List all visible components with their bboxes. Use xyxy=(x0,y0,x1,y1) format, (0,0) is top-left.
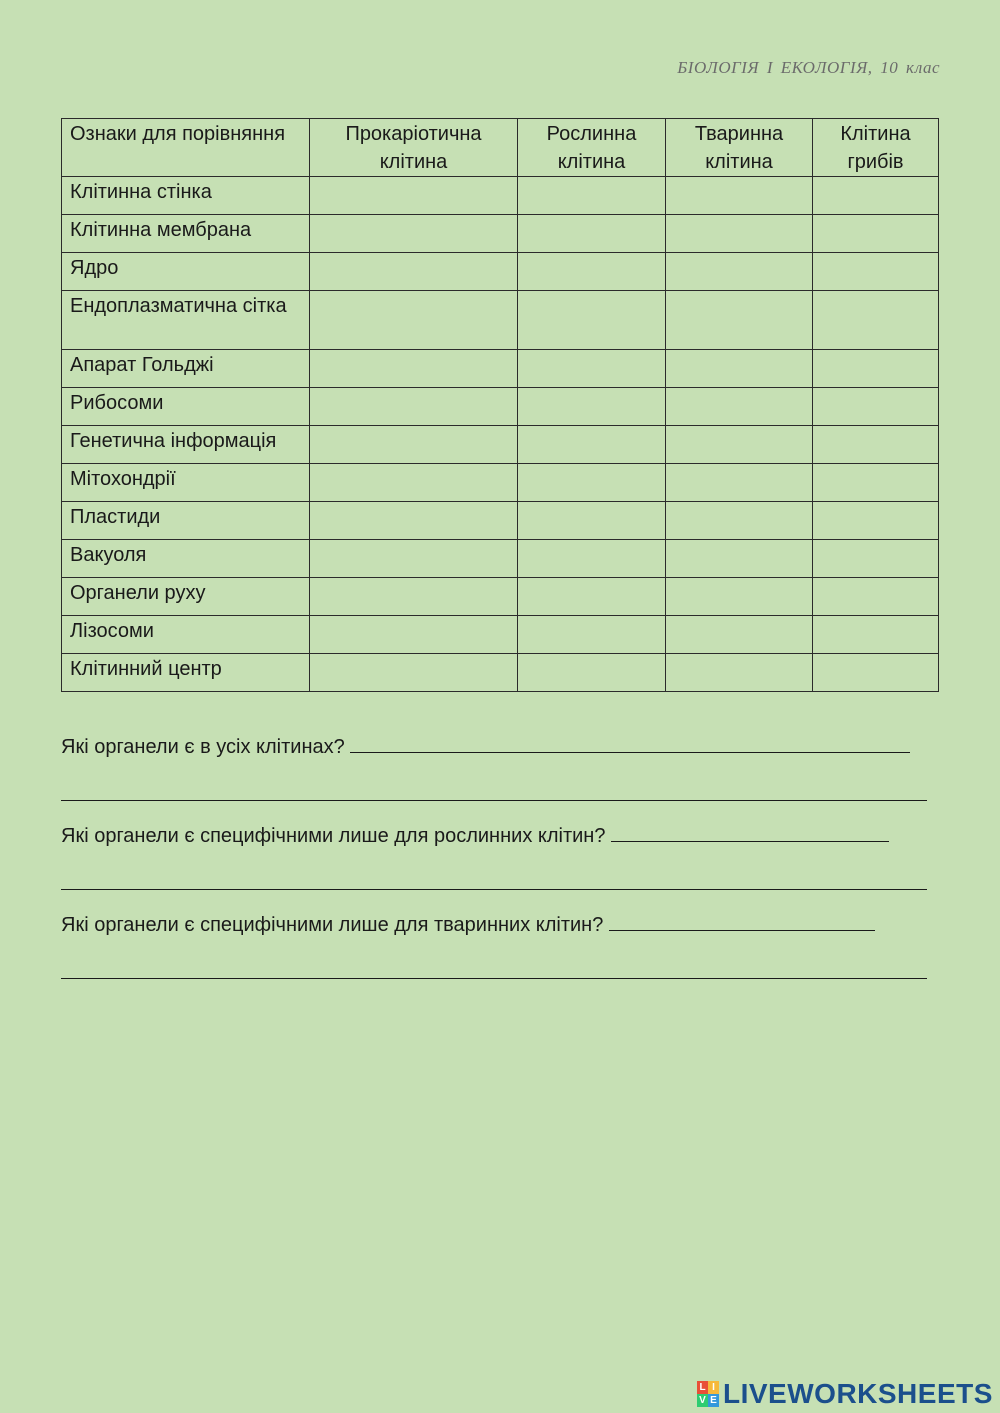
answer-cell[interactable] xyxy=(666,253,813,291)
question-1 xyxy=(61,734,910,759)
answer-cell-input[interactable] xyxy=(813,578,938,615)
answer-cell-input[interactable] xyxy=(518,215,665,252)
row-label: Клітинний центр xyxy=(62,654,310,692)
column-header-prokaryotic: Прокаріотична клітина xyxy=(310,119,518,177)
answer-cell[interactable] xyxy=(813,426,939,464)
table-row xyxy=(62,350,939,388)
question-3-text: Які органели є специфічними лише для тваринних клітин? xyxy=(61,914,604,936)
table-row xyxy=(62,502,939,540)
answer-cell[interactable] xyxy=(518,540,666,578)
table-row xyxy=(62,177,939,215)
column-header-plant: Рослинна клітина xyxy=(518,119,666,177)
answer-cell-input[interactable] xyxy=(518,350,665,387)
question-1-text: Які органели є в усіх клітинах? xyxy=(61,736,345,758)
answer-cell[interactable] xyxy=(310,215,518,253)
answer-cell[interactable] xyxy=(518,654,666,692)
answer-cell-input[interactable] xyxy=(518,578,665,615)
answer-cell-input[interactable] xyxy=(310,540,517,577)
answer-cell-input[interactable] xyxy=(518,177,665,214)
answer-cell[interactable] xyxy=(310,616,518,654)
row-label: Генетична інформація xyxy=(62,426,310,464)
answer-cell-input[interactable] xyxy=(310,616,517,653)
answer-cell[interactable] xyxy=(310,578,518,616)
comparison-table xyxy=(61,118,939,692)
answer-cell[interactable] xyxy=(666,291,813,350)
page-header-title: БІОЛОГІЯ І ЕКОЛОГІЯ, 10 клас xyxy=(677,58,940,77)
answer-cell[interactable] xyxy=(813,502,939,540)
column-header-fungi: Клітина грибів xyxy=(813,119,939,177)
table-row xyxy=(62,616,939,654)
answer-cell[interactable] xyxy=(666,426,813,464)
answer-cell-input[interactable] xyxy=(813,388,938,425)
answer-cell-input[interactable] xyxy=(813,215,938,252)
liveworksheets-logo[interactable] xyxy=(697,1378,993,1410)
answer-cell-input[interactable] xyxy=(518,464,665,501)
answer-cell[interactable] xyxy=(310,654,518,692)
table-row xyxy=(62,253,939,291)
question-2-text: Які органели є специфічними лише для рослинних клітин? xyxy=(61,825,606,847)
answer-cell-input[interactable] xyxy=(310,426,517,463)
answer-cell[interactable] xyxy=(666,350,813,388)
table-header-row xyxy=(62,119,939,177)
answer-cell[interactable] xyxy=(518,426,666,464)
answer-cell[interactable] xyxy=(666,578,813,616)
row-label: Ендоплазматична сітка xyxy=(62,291,310,350)
question-1-answer-line[interactable] xyxy=(61,800,927,801)
answer-cell[interactable] xyxy=(518,215,666,253)
answer-cell[interactable] xyxy=(813,253,939,291)
row-label: Апарат Гольджі xyxy=(62,350,310,388)
answer-cell[interactable] xyxy=(518,502,666,540)
answer-cell[interactable] xyxy=(813,540,939,578)
answer-cell[interactable] xyxy=(310,291,518,350)
answer-cell-input[interactable] xyxy=(310,502,517,539)
answer-cell[interactable] xyxy=(813,177,939,215)
question-3 xyxy=(61,912,875,937)
answer-cell-input[interactable] xyxy=(813,540,938,577)
row-label: Мітохондрії xyxy=(62,464,310,502)
question-3-answer-blank[interactable] xyxy=(609,912,875,931)
answer-cell-input[interactable] xyxy=(666,502,812,539)
answer-cell[interactable] xyxy=(310,464,518,502)
question-1-answer-blank[interactable] xyxy=(350,734,910,753)
row-label: Клітинна мембрана xyxy=(62,215,310,253)
answer-cell-input[interactable] xyxy=(666,291,812,349)
answer-cell-input[interactable] xyxy=(310,464,517,501)
answer-cell-input[interactable] xyxy=(518,253,665,290)
table-row xyxy=(62,654,939,692)
answer-cell-input[interactable] xyxy=(666,177,812,214)
row-label: Ядро xyxy=(62,253,310,291)
answer-cell-input[interactable] xyxy=(518,654,665,691)
answer-cell-input[interactable] xyxy=(813,464,938,501)
answer-cell[interactable] xyxy=(518,464,666,502)
answer-cell-input[interactable] xyxy=(518,426,665,463)
answer-cell[interactable] xyxy=(813,350,939,388)
liveworksheets-mark-icon xyxy=(697,1381,719,1407)
answer-cell-input[interactable] xyxy=(518,616,665,653)
table-row xyxy=(62,426,939,464)
answer-cell[interactable] xyxy=(666,502,813,540)
answer-cell[interactable] xyxy=(666,177,813,215)
answer-cell-input[interactable] xyxy=(813,253,938,290)
column-header-animal: Тваринна клітина xyxy=(666,119,813,177)
answer-cell[interactable] xyxy=(666,540,813,578)
answer-cell-input[interactable] xyxy=(310,215,517,252)
answer-cell[interactable] xyxy=(813,464,939,502)
answer-cell-input[interactable] xyxy=(666,388,812,425)
table-row xyxy=(62,388,939,426)
answer-cell[interactable] xyxy=(518,253,666,291)
answer-cell[interactable] xyxy=(666,654,813,692)
row-label: Рибосоми xyxy=(62,388,310,426)
answer-cell[interactable] xyxy=(813,616,939,654)
logo-mark-letter: E xyxy=(708,1394,719,1407)
table-row xyxy=(62,464,939,502)
answer-cell-input[interactable] xyxy=(813,291,938,349)
answer-cell-input[interactable] xyxy=(310,177,517,214)
answer-cell-input[interactable] xyxy=(666,464,812,501)
answer-cell[interactable] xyxy=(310,502,518,540)
answer-cell-input[interactable] xyxy=(310,350,517,387)
answer-cell-input[interactable] xyxy=(813,177,938,214)
answer-cell-input[interactable] xyxy=(518,388,665,425)
answer-cell-input[interactable] xyxy=(813,616,938,653)
question-2-answer-line[interactable] xyxy=(61,889,927,890)
answer-cell[interactable] xyxy=(666,464,813,502)
answer-cell-input[interactable] xyxy=(310,291,517,349)
row-label: Пластиди xyxy=(62,502,310,540)
answer-cell-input[interactable] xyxy=(813,654,938,691)
answer-cell-input[interactable] xyxy=(310,578,517,615)
answer-cell[interactable] xyxy=(518,578,666,616)
answer-cell-input[interactable] xyxy=(813,502,938,539)
answer-cell[interactable] xyxy=(310,177,518,215)
answer-cell-input[interactable] xyxy=(666,654,812,691)
row-label: Лізосоми xyxy=(62,616,310,654)
question-2-answer-blank[interactable] xyxy=(611,823,889,842)
answer-cell-input[interactable] xyxy=(666,350,812,387)
answer-cell-input[interactable] xyxy=(666,215,812,252)
row-label: Клітинна стінка xyxy=(62,177,310,215)
answer-cell-input[interactable] xyxy=(666,253,812,290)
answer-cell[interactable] xyxy=(813,388,939,426)
answer-cell[interactable] xyxy=(310,540,518,578)
answer-cell[interactable] xyxy=(518,388,666,426)
answer-cell-input[interactable] xyxy=(813,426,938,463)
table-row xyxy=(62,578,939,616)
logo-mark-letter: I xyxy=(708,1381,719,1394)
answer-cell-input[interactable] xyxy=(310,388,517,425)
logo-mark-letter: L xyxy=(697,1381,708,1394)
answer-cell[interactable] xyxy=(518,616,666,654)
answer-cell-input[interactable] xyxy=(518,540,665,577)
question-3-answer-line[interactable] xyxy=(61,978,927,979)
logo-mark-letter: V xyxy=(697,1394,708,1407)
answer-cell[interactable] xyxy=(310,426,518,464)
row-label: Органели руху xyxy=(62,578,310,616)
answer-cell[interactable] xyxy=(813,578,939,616)
answer-cell[interactable] xyxy=(813,215,939,253)
answer-cell[interactable] xyxy=(518,177,666,215)
answer-cell-input[interactable] xyxy=(666,578,812,615)
answer-cell[interactable] xyxy=(813,654,939,692)
answer-cell-input[interactable] xyxy=(666,616,812,653)
row-label: Вакуоля xyxy=(62,540,310,578)
answer-cell-input[interactable] xyxy=(518,502,665,539)
table-row xyxy=(62,291,939,350)
column-header-features: Ознаки для порівняння xyxy=(62,119,310,177)
answer-cell[interactable] xyxy=(666,616,813,654)
answer-cell-input[interactable] xyxy=(310,654,517,691)
answer-cell[interactable] xyxy=(666,388,813,426)
answer-cell[interactable] xyxy=(310,388,518,426)
answer-cell[interactable] xyxy=(310,350,518,388)
liveworksheets-logo-text: LIVEWORKSHEETS xyxy=(723,1378,993,1409)
answer-cell-input[interactable] xyxy=(310,253,517,290)
answer-cell[interactable] xyxy=(666,215,813,253)
table-row xyxy=(62,215,939,253)
answer-cell[interactable] xyxy=(813,291,939,350)
table-row xyxy=(62,540,939,578)
answer-cell-input[interactable] xyxy=(813,350,938,387)
question-2 xyxy=(61,823,889,848)
answer-cell-input[interactable] xyxy=(666,426,812,463)
answer-cell-input[interactable] xyxy=(518,291,665,349)
answer-cell[interactable] xyxy=(518,350,666,388)
answer-cell-input[interactable] xyxy=(666,540,812,577)
answer-cell[interactable] xyxy=(310,253,518,291)
answer-cell[interactable] xyxy=(518,291,666,350)
